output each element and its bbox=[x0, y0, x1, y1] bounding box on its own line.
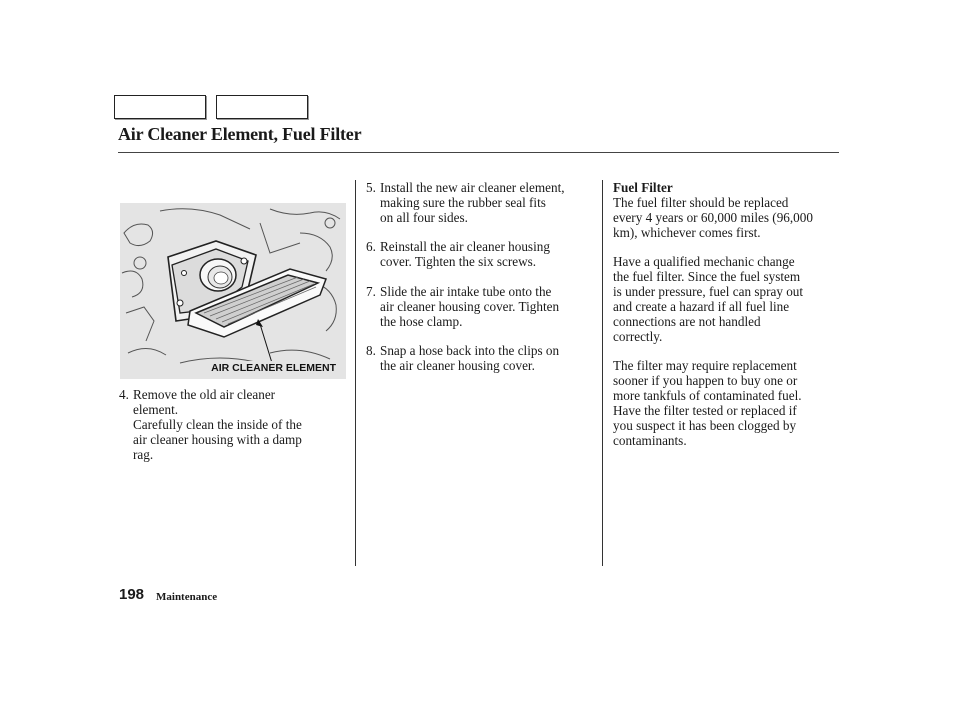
title-rule bbox=[118, 152, 839, 153]
text-line: element. bbox=[133, 401, 179, 417]
text-line: air cleaner housing with a damp bbox=[133, 431, 302, 447]
step-number: 7. bbox=[366, 284, 376, 299]
air-cleaner-illustration bbox=[120, 203, 346, 379]
section-label: Maintenance bbox=[156, 591, 218, 603]
text-line: every 4 years or 60,000 miles (96,000 bbox=[613, 209, 813, 225]
text-line: Remove the old air cleaner bbox=[133, 387, 276, 402]
text-line: The fuel filter should be replaced bbox=[613, 195, 789, 210]
fuel-filter-paragraph-3 bbox=[613, 359, 841, 448]
column-divider-1 bbox=[355, 180, 356, 566]
air-cleaner-drawing bbox=[120, 203, 346, 379]
fuel-filter-paragraph-1 bbox=[613, 196, 841, 241]
text-line: Snap a hose back into the clips on bbox=[380, 343, 560, 358]
text-line: contaminants. bbox=[613, 432, 687, 448]
text-line: making sure the rubber seal fits bbox=[380, 194, 546, 210]
step-text bbox=[380, 285, 596, 330]
fuel-filter-paragraph-2 bbox=[613, 255, 841, 344]
page-number: 198 bbox=[119, 586, 145, 603]
text-line: on all four sides. bbox=[380, 209, 468, 225]
text-line: Have the filter tested or replaced if bbox=[613, 402, 797, 418]
text-line: The filter may require replacement bbox=[613, 358, 797, 373]
text-line: Install the new air cleaner element, bbox=[380, 180, 565, 195]
figure-caption: AIR CLEANER ELEMENT bbox=[211, 362, 336, 374]
step-text bbox=[380, 181, 596, 226]
step-text bbox=[380, 344, 596, 374]
text-line: the fuel filter. Since the fuel system bbox=[613, 268, 801, 284]
nav-tab-box-1[interactable] bbox=[114, 95, 206, 119]
text-line: cover. Tighten the six screws. bbox=[380, 253, 537, 269]
text-line: air cleaner housing cover. Tighten bbox=[380, 298, 560, 314]
step-number: 6. bbox=[366, 239, 376, 254]
page-title: Air Cleaner Element, Fuel Filter bbox=[118, 124, 362, 144]
text-line: Have a qualified mechanic change bbox=[613, 254, 795, 269]
text-line: the air cleaner housing cover. bbox=[380, 357, 535, 373]
text-line: Carefully clean the inside of the bbox=[133, 416, 302, 432]
text-line: km), whichever comes first. bbox=[613, 224, 761, 240]
nav-tab-box-2[interactable] bbox=[216, 95, 308, 119]
text-line: connections are not handled bbox=[613, 313, 761, 329]
text-line: is under pressure, fuel can spray out bbox=[613, 283, 804, 299]
text-line: correctly. bbox=[613, 328, 663, 344]
text-line: Reinstall the air cleaner housing bbox=[380, 239, 550, 254]
step-text bbox=[380, 240, 596, 270]
text-line: and create a hazard if all fuel line bbox=[613, 298, 790, 314]
text-line: sooner if you happen to buy one or bbox=[613, 372, 798, 388]
column-divider-2 bbox=[602, 180, 603, 566]
text-line: rag. bbox=[133, 446, 154, 462]
text-line: you suspect it has been clogged by bbox=[613, 417, 797, 433]
step-number: 4. bbox=[119, 387, 129, 402]
step-number: 5. bbox=[366, 180, 376, 195]
fuel-filter-heading: Fuel Filter bbox=[613, 180, 673, 195]
step-number: 8. bbox=[366, 343, 376, 358]
step-text bbox=[133, 388, 341, 463]
text-line: the hose clamp. bbox=[380, 313, 463, 329]
text-line: more tankfuls of contaminated fuel. bbox=[613, 387, 802, 403]
text-line: Slide the air intake tube onto the bbox=[380, 284, 552, 299]
